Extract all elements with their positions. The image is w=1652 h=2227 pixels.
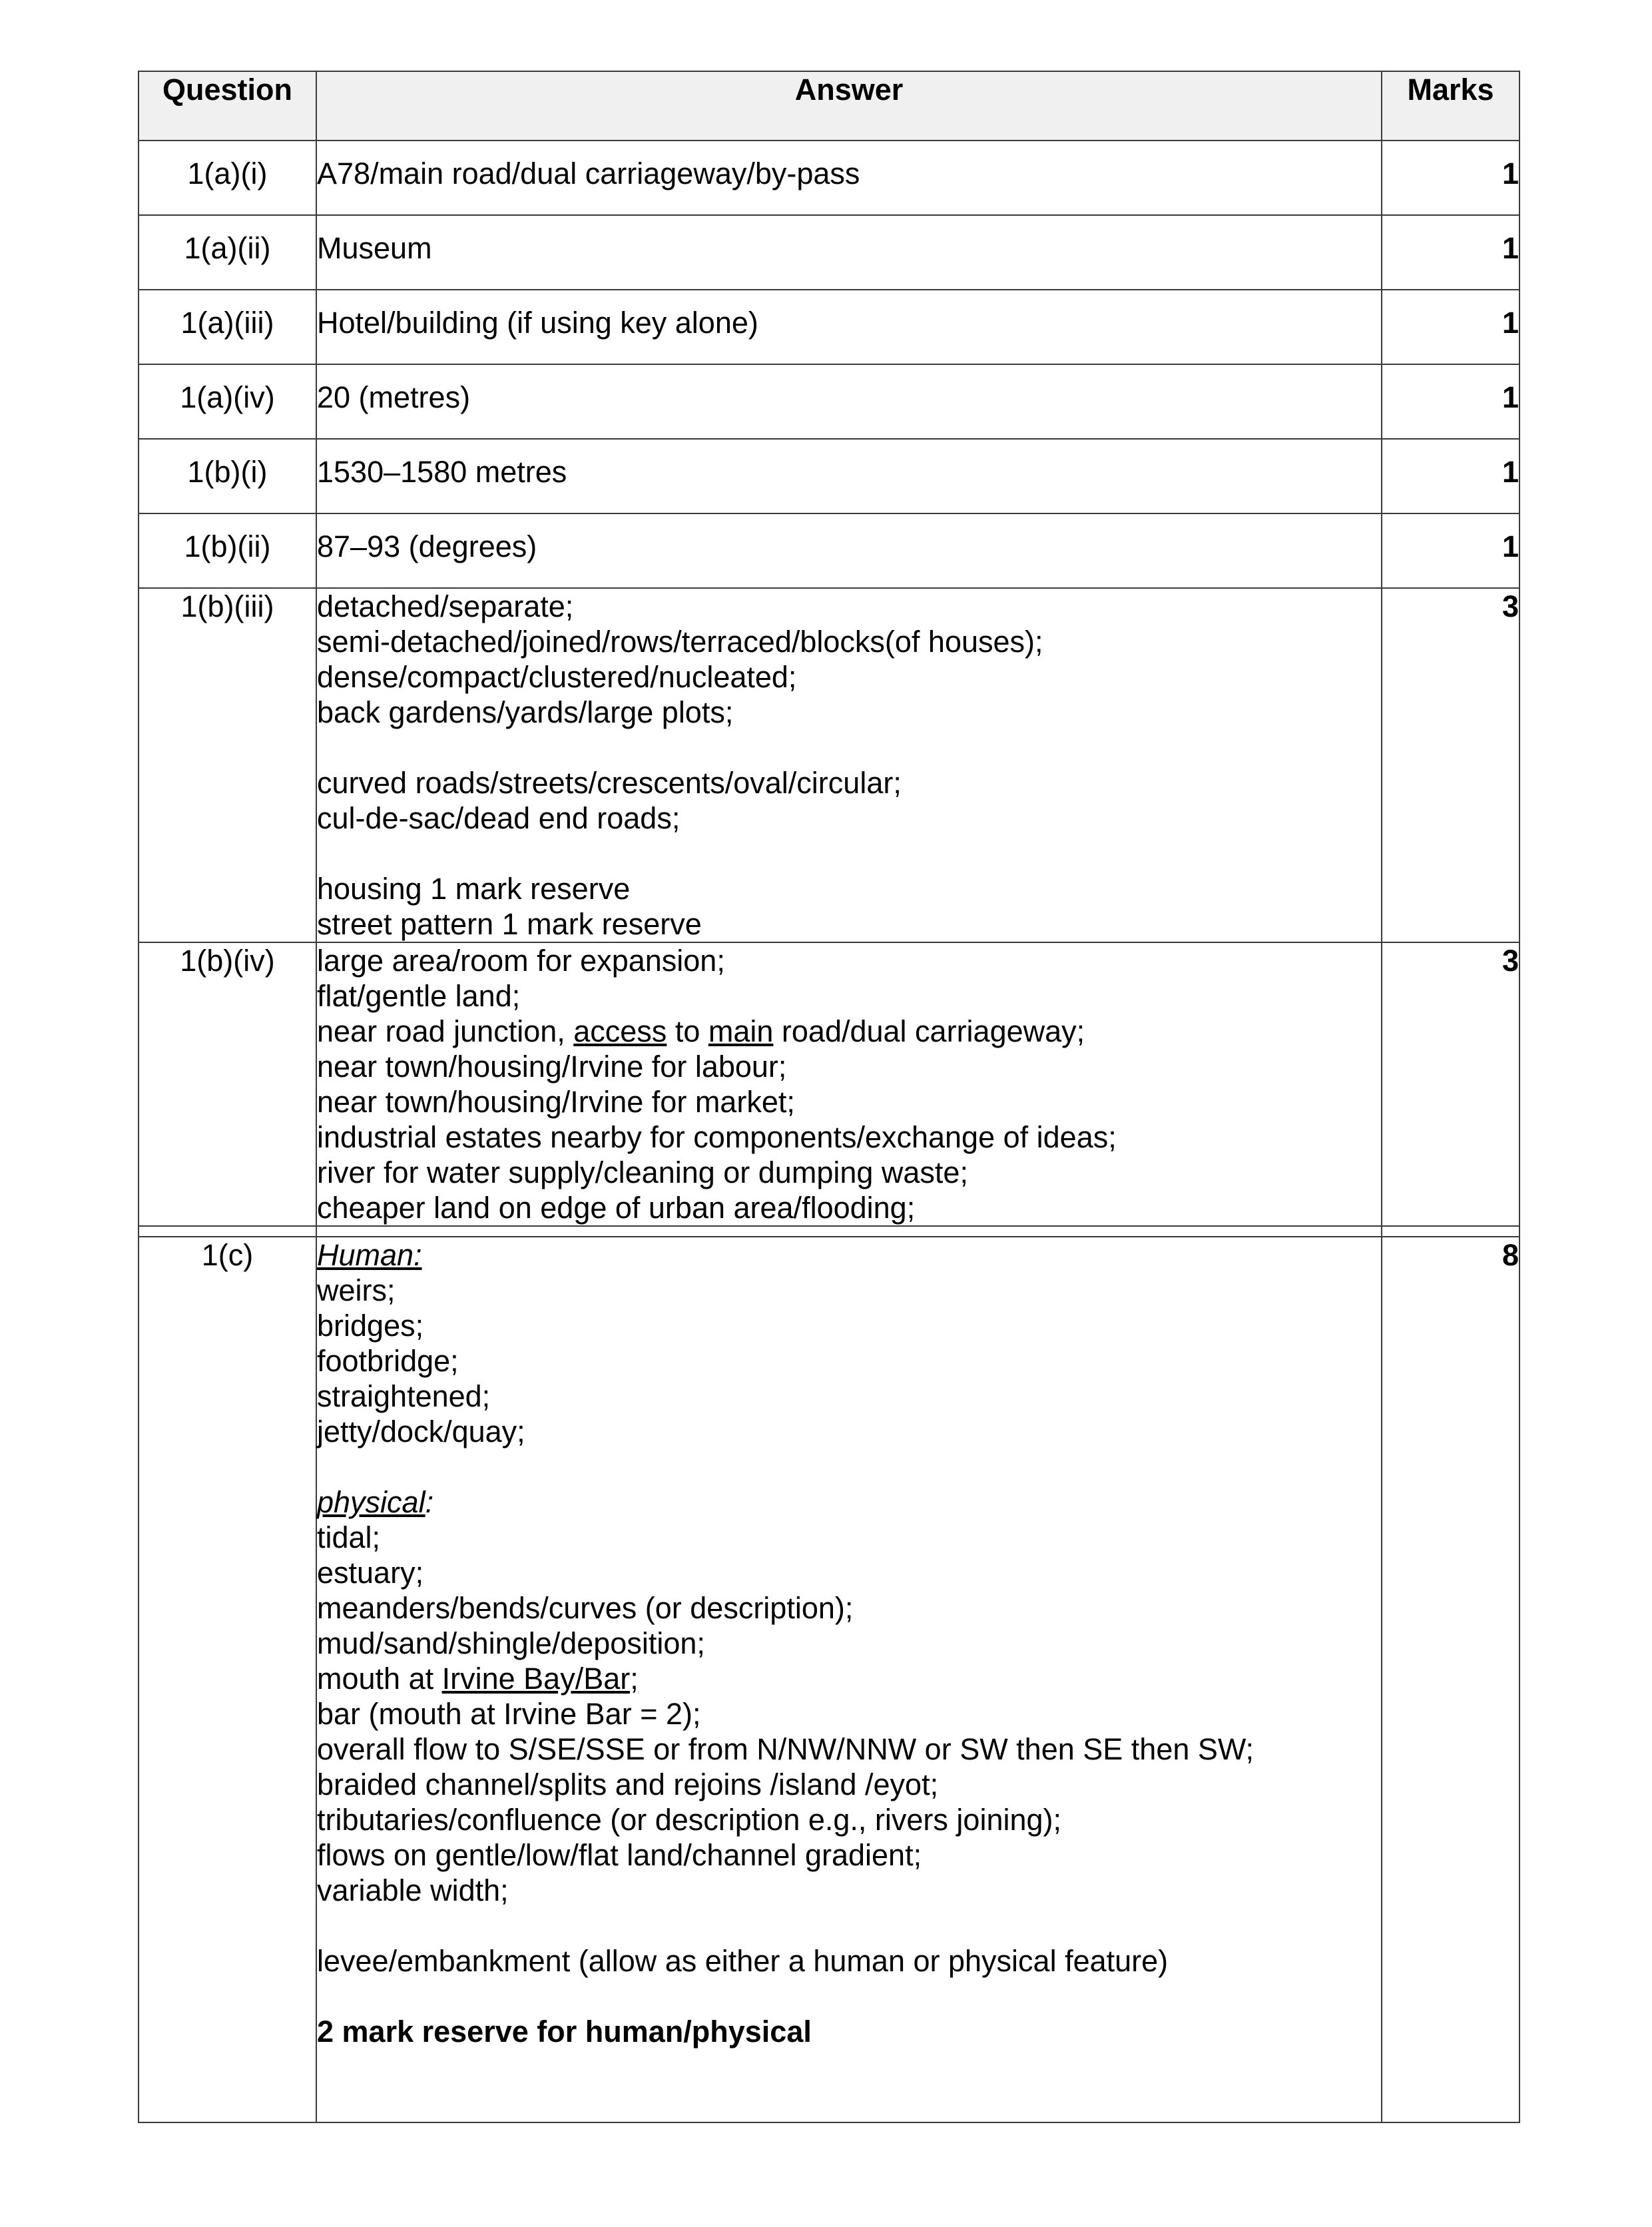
marks-value: 1 [1382, 141, 1519, 215]
answer-line: near town/housing/Irvine for market; [317, 1085, 795, 1119]
answer-line: jetty/dock/quay; [317, 1415, 525, 1448]
answer-line: large area/room for expansion; [317, 944, 725, 978]
answer-fragment: near road junction, [317, 1014, 574, 1048]
question-number: 1(a)(iv) [138, 364, 316, 439]
answer-fragment: to [667, 1014, 708, 1048]
answer-line: curved roads/streets/crescents/oval/circular; [317, 766, 902, 800]
answer-text: A78/main road/dual carriageway/by-pass [316, 141, 1382, 215]
question-number: 1(a)(i) [138, 141, 316, 215]
marks-value: 1 [1382, 215, 1519, 290]
marks-value: 1 [1382, 439, 1519, 513]
answer-fragment: mouth at [317, 1662, 442, 1696]
answer-line: detached/separate; [317, 589, 574, 623]
answer-line: straightened; [317, 1379, 491, 1413]
answer-line: bar (mouth at Irvine Bar = 2); [317, 1697, 701, 1731]
answer-text: 20 (metres) [316, 364, 1382, 439]
table-row [138, 439, 1519, 513]
answer-text [316, 1237, 1382, 2122]
question-number: 1(a)(iii) [138, 290, 316, 364]
answer-text: Hotel/building (if using key alone) [316, 290, 1382, 364]
underlined-keyword: Irvine Bay/Bar; [441, 1662, 639, 1696]
answer-line: weirs; [317, 1273, 396, 1307]
answer-line: levee/embankment (allow as either a human or physical feature) [317, 1944, 1169, 1978]
table-header-row [138, 71, 1519, 141]
answer-line: flat/gentle land; [317, 979, 521, 1013]
answer-line: housing 1 mark reserve [317, 872, 631, 906]
question-number: 1(b)(iii) [138, 588, 316, 942]
physical-heading-colon: : [425, 1485, 434, 1519]
question-number: 1(b)(ii) [138, 513, 316, 588]
marks-value: 3 [1382, 588, 1519, 942]
answer-line: near town/housing/Irvine for labour; [317, 1050, 787, 1084]
answer-line: braided channel/splits and rejoins /island /eyot; [317, 1767, 939, 1801]
answer-line: meanders/bends/curves (or description); [317, 1591, 854, 1625]
answer-line [317, 1661, 1381, 1696]
answer-line: back gardens/yards/large plots; [317, 695, 734, 729]
marks-column-header: Marks [1382, 71, 1519, 141]
marks-value: 1 [1382, 364, 1519, 439]
answer-text [316, 588, 1382, 942]
answer-line: semi-detached/joined/rows/terraced/blocks(of houses); [317, 625, 1043, 659]
table-row [138, 364, 1519, 439]
section-heading-human: Human: [317, 1238, 422, 1272]
table-row [138, 290, 1519, 364]
answer-line: mud/sand/shingle/deposition; [317, 1626, 705, 1660]
answer-line: footbridge; [317, 1344, 459, 1378]
table-row [138, 942, 1519, 1226]
table-row [138, 513, 1519, 588]
section-heading-physical [317, 1484, 1381, 1520]
answer-text [316, 942, 1382, 1226]
answer-line: dense/compact/clustered/nucleated; [317, 660, 797, 694]
marks-value: 8 [1382, 1237, 1519, 2122]
marks-value: 1 [1382, 290, 1519, 364]
answer-line: street pattern 1 mark reserve [317, 907, 702, 941]
answer-fragment: road/dual carriageway; [773, 1014, 1085, 1048]
underlined-keyword: access [573, 1014, 667, 1048]
answer-line [317, 1014, 1381, 1049]
mark-scheme-page [138, 71, 1519, 2123]
table-row [138, 1237, 1519, 2122]
answer-line: industrial estates nearby for components/exchange of ideas; [317, 1120, 1117, 1154]
answer-line: tidal; [317, 1520, 381, 1554]
underlined-keyword: main [708, 1014, 774, 1048]
question-number: 1(b)(i) [138, 439, 316, 513]
answer-line: bridges; [317, 1309, 424, 1343]
answer-line: overall flow to S/SE/SSE or from N/NW/NNW or SW then SE then SW; [317, 1732, 1254, 1766]
table-divider [138, 1226, 1519, 1237]
answer-text: 87–93 (degrees) [316, 513, 1382, 588]
question-number: 1(c) [138, 1237, 316, 2122]
table-row [138, 588, 1519, 942]
marks-value: 3 [1382, 942, 1519, 1226]
question-number: 1(b)(iv) [138, 942, 316, 1226]
answer-line: tributaries/confluence (or description e.g., rivers joining); [317, 1803, 1062, 1837]
physical-heading-word: physical [317, 1485, 425, 1519]
answer-line: river for water supply/cleaning or dumping waste; [317, 1155, 968, 1189]
answer-column-header: Answer [316, 71, 1382, 141]
answer-line: flows on gentle/low/flat land/channel gradient; [317, 1838, 922, 1872]
marks-value: 1 [1382, 513, 1519, 588]
table-row [138, 215, 1519, 290]
answer-line: estuary; [317, 1556, 424, 1590]
question-column-header: Question [138, 71, 316, 141]
reserve-note: 2 mark reserve for human/physical [317, 2015, 812, 2049]
answer-text: Museum [316, 215, 1382, 290]
answer-line: cul-de-sac/dead end roads; [317, 801, 681, 835]
table-row [138, 141, 1519, 215]
answer-text: 1530–1580 metres [316, 439, 1382, 513]
question-number: 1(a)(ii) [138, 215, 316, 290]
mark-scheme-table [138, 71, 1520, 2123]
answer-line: cheaper land on edge of urban area/flooding; [317, 1191, 916, 1225]
answer-line: variable width; [317, 1873, 509, 1907]
